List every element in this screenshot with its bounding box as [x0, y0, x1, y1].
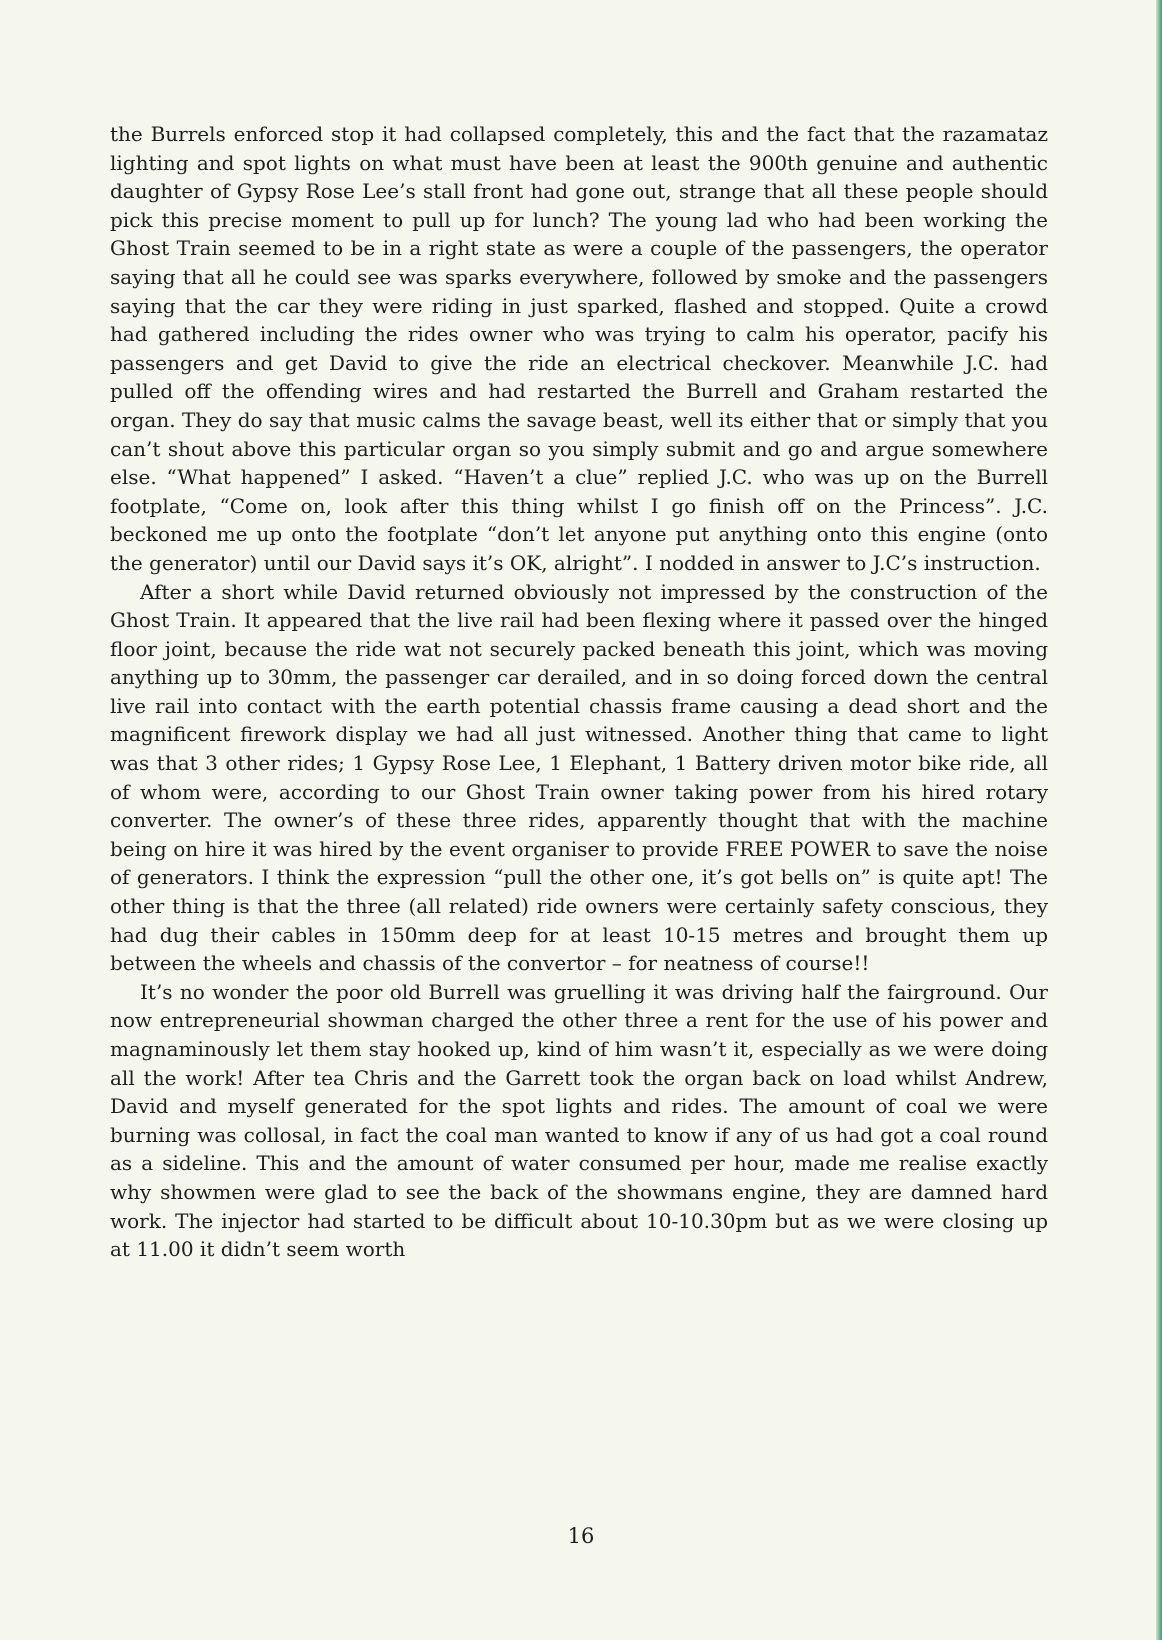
body-text	[110, 120, 1048, 1264]
page-edge-strip	[1156, 0, 1162, 1640]
paragraph-3: It’s no wonder the poor old Burrell was gruelling it was driving half the fairground. Our now entrepreneurial showman charged the other three a rent for the use of his power and magnaminously let them stay hooked up, kind of him wasn’t it, especially as we were doing all the work! After tea Chris and the Garrett took the organ back on load whilst Andrew, David and myself generated for the spot lights and rides. The amount of coal we were burning was collosal, in fact the coal man wanted to know if any of us had got a coal round as a sideline. This and the amount of water consumed per hour, made me realise exactly why showmen were glad to see the back of the showmans engine, they are damned hard work. The injector had started to be difficult about 10-10.30pm but as we were closing up at 11.00 it didn’t seem worth	[110, 979, 1048, 1262]
page-number: 16	[567, 1524, 595, 1548]
paragraph-2: After a short while David returned obviously not impressed by the construction of the Ghost Train. It appeared that the live rail had been flexing where it passed over the hinged floor joint, because the ride wat not securely packed beneath this joint, which was moving anything up to 30mm, the passenger car derailed, and in so doing forced down the central live rail into contact with the earth potential chassis frame causing a dead short and the magnificent firework display we had all just witnessed. Another thing that came to light was that 3 other rides; 1 Gypsy Rose Lee, 1 Elephant, 1 Battery driven motor bike ride, all of whom were, according to our Ghost Train owner taking power from his hired rotary converter. The owner’s of these three rides, apparently thought that with the machine being on hire it was hired by the event organiser to provide FREE POWER to save the noise of generators. I think the expression “pull the other one, it’s got bells on” is quite apt! The other thing is that the three (all related) ride owners were certainly safety conscious, they had dug their cables in 150mm deep for at least 10-15 metres and brought them up between the wheels and chassis of the convertor – for neatness of course!!	[110, 579, 1048, 976]
paragraph-1: the Burrels enforced stop it had collapsed completely, this and the fact that the razamataz lighting and spot lights on what must have been at least the 900th genuine and authentic daughter of Gypsy Rose Lee’s stall front had gone out, strange that all these people should pick this precise moment to pull up for lunch? The young lad who had been working the Ghost Train seemed to be in a right state as were a couple of the passengers, the operator saying that all he could see was sparks everywhere, followed by smoke and the passengers saying that the car they were riding in just sparked, flashed and stopped. Quite a crowd had gathered including the rides owner who was trying to calm his operator, pacify his passengers and get David to give the ride an electrical checkover. Meanwhile J.C. had pulled off the offending wires and had restarted the Burrell and Graham restarted the organ. They do say that music calms the savage beast, well its either that or simply that you can’t shout above this particular organ so you simply submit and go and argue somewhere else. “What happened” I asked. “Haven’t a clue” replied J.C. who was up on the Burrell footplate, “Come on, look after this thing whilst I go finish off on the Princess”. J.C. beckoned me up onto the footplate “don’t let anyone put anything onto this engine (onto the generator) until our David says it’s OK, alright”. I nodded in answer to J.C’s instruction.	[110, 122, 1048, 575]
